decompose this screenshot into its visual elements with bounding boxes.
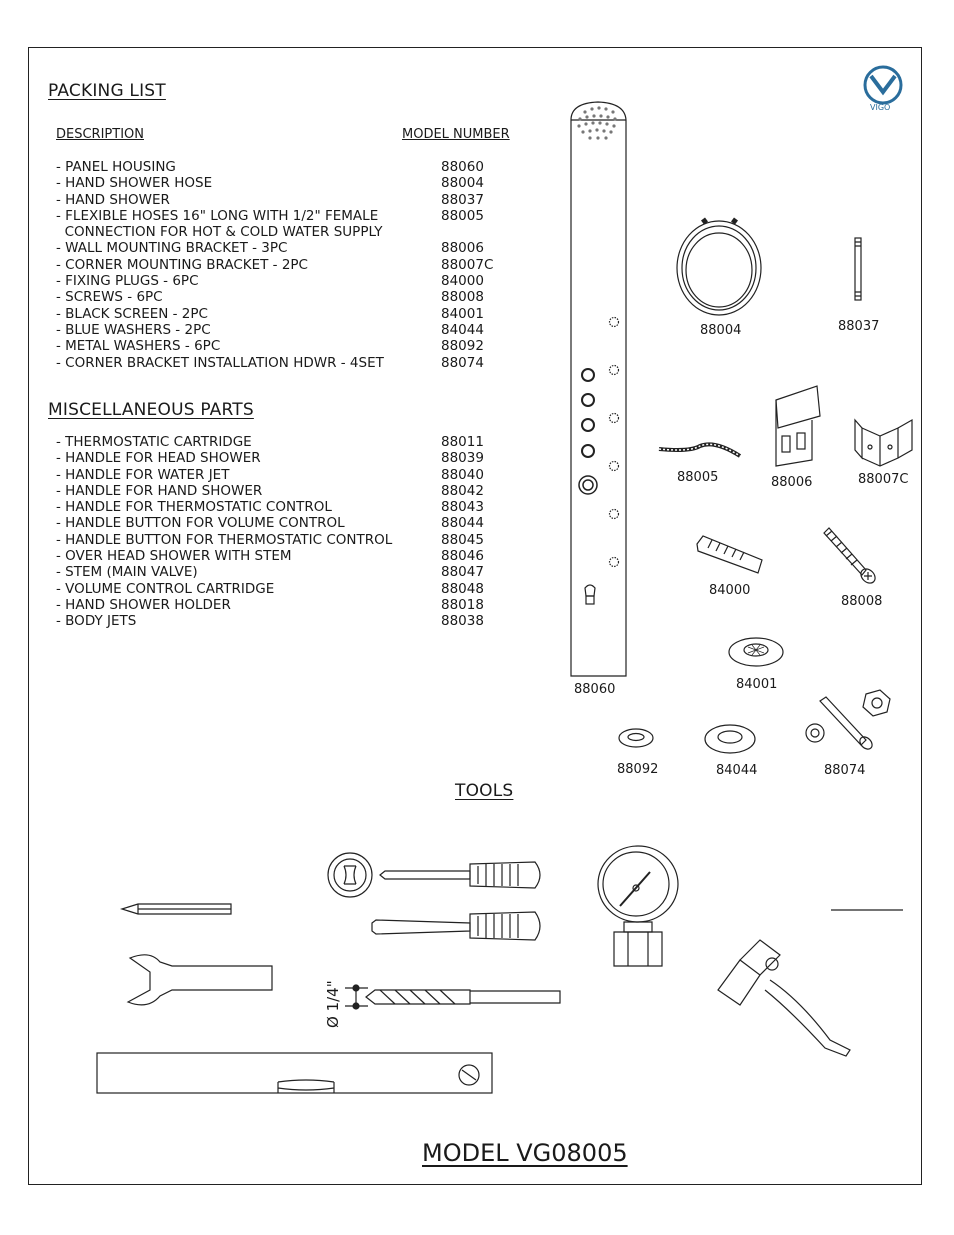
- pencil-icon: [122, 904, 231, 914]
- pressure-gauge-icon: [598, 846, 678, 966]
- label-88060: 88060: [574, 682, 616, 697]
- list-item: - STEM (MAIN VALVE) 88047: [56, 564, 484, 581]
- label-88005: 88005: [677, 470, 719, 485]
- tools-title: TOOLS: [455, 781, 514, 801]
- packing-list-title: PACKING LIST: [48, 81, 166, 101]
- label-84044: 84044: [716, 763, 758, 778]
- list-item: - THERMOSTATIC CARTRIDGE 88011: [56, 434, 484, 450]
- level-icon: [97, 1053, 492, 1093]
- list-item: - SCREWS - 6PC 88008: [56, 289, 484, 306]
- list-item: - CORNER MOUNTING BRACKET - 2PC 88007C: [56, 256, 494, 273]
- label-84000: 84000: [709, 583, 751, 598]
- label-88008: 88008: [841, 594, 883, 609]
- list-item: - BLACK SCREEN - 2PC 84001: [56, 305, 484, 322]
- label-88092: 88092: [617, 762, 659, 777]
- label-88006: 88006: [771, 475, 813, 490]
- list-item: - PANEL HOUSING 88060: [56, 159, 484, 175]
- model-number-header: MODEL NUMBER: [402, 127, 510, 142]
- list-item: - HANDLE BUTTON FOR VOLUME CONTROL 88044: [56, 515, 484, 532]
- list-item: - CORNER BRACKET INSTALLATION HDWR - 4SET 88074: [56, 354, 484, 371]
- label-88007c: 88007C: [858, 472, 909, 487]
- label-88004: 88004: [700, 323, 742, 338]
- model-title: MODEL VG08005: [422, 1139, 628, 1167]
- valve-key-icon: [718, 910, 903, 1056]
- label-88037: 88037: [838, 319, 880, 334]
- logo-text: VIGO: [870, 103, 891, 112]
- list-item: - BODY JETS 88038: [56, 613, 484, 630]
- list-item: - VOLUME CONTROL CARTRIDGE 88048: [56, 580, 484, 597]
- list-item: - HAND SHOWER HOSE 88004: [56, 175, 484, 192]
- drill-size-label: Ø 1/4": [324, 980, 342, 1028]
- label-84001: 84001: [736, 677, 778, 692]
- list-item: - OVER HEAD SHOWER WITH STEM 88046: [56, 548, 484, 565]
- drill-bit-icon: [345, 985, 560, 1009]
- list-item: - HANDLE FOR HAND SHOWER 88042: [56, 482, 484, 499]
- misc-parts-title: MISCELLANEOUS PARTS: [48, 400, 254, 420]
- list-item: - BLUE WASHERS - 2PC 84044: [56, 321, 484, 338]
- list-item: - HAND SHOWER 88037: [56, 191, 484, 208]
- list-item: - HANDLE BUTTON FOR THERMOSTATIC CONTROL 88045: [56, 531, 484, 548]
- list-item: CONNECTION FOR HOT & COLD WATER SUPPLY: [56, 224, 383, 241]
- list-item: - HAND SHOWER HOLDER 88018: [56, 596, 484, 613]
- list-item: - FLEXIBLE HOSES 16" LONG WITH 1/2" FEMALE 88005: [56, 207, 484, 224]
- flat-screwdriver-icon: [372, 912, 540, 940]
- list-item: - WALL MOUNTING BRACKET - 3PC 88006: [56, 240, 484, 257]
- list-item: - HANDLE FOR WATER JET 88040: [56, 466, 484, 483]
- list-item: - FIXING PLUGS - 6PC 84000: [56, 273, 484, 290]
- wrench-icon: [128, 955, 272, 1005]
- list-item: - HANDLE FOR THERMOSTATIC CONTROL 88043: [56, 499, 484, 516]
- phillips-screwdriver-icon: [328, 853, 540, 897]
- description-header: DESCRIPTION: [56, 127, 144, 142]
- label-88074: 88074: [824, 763, 866, 778]
- list-item: - METAL WASHERS - 6PC 88092: [56, 338, 484, 355]
- list-item: - HANDLE FOR HEAD SHOWER 88039: [56, 450, 484, 467]
